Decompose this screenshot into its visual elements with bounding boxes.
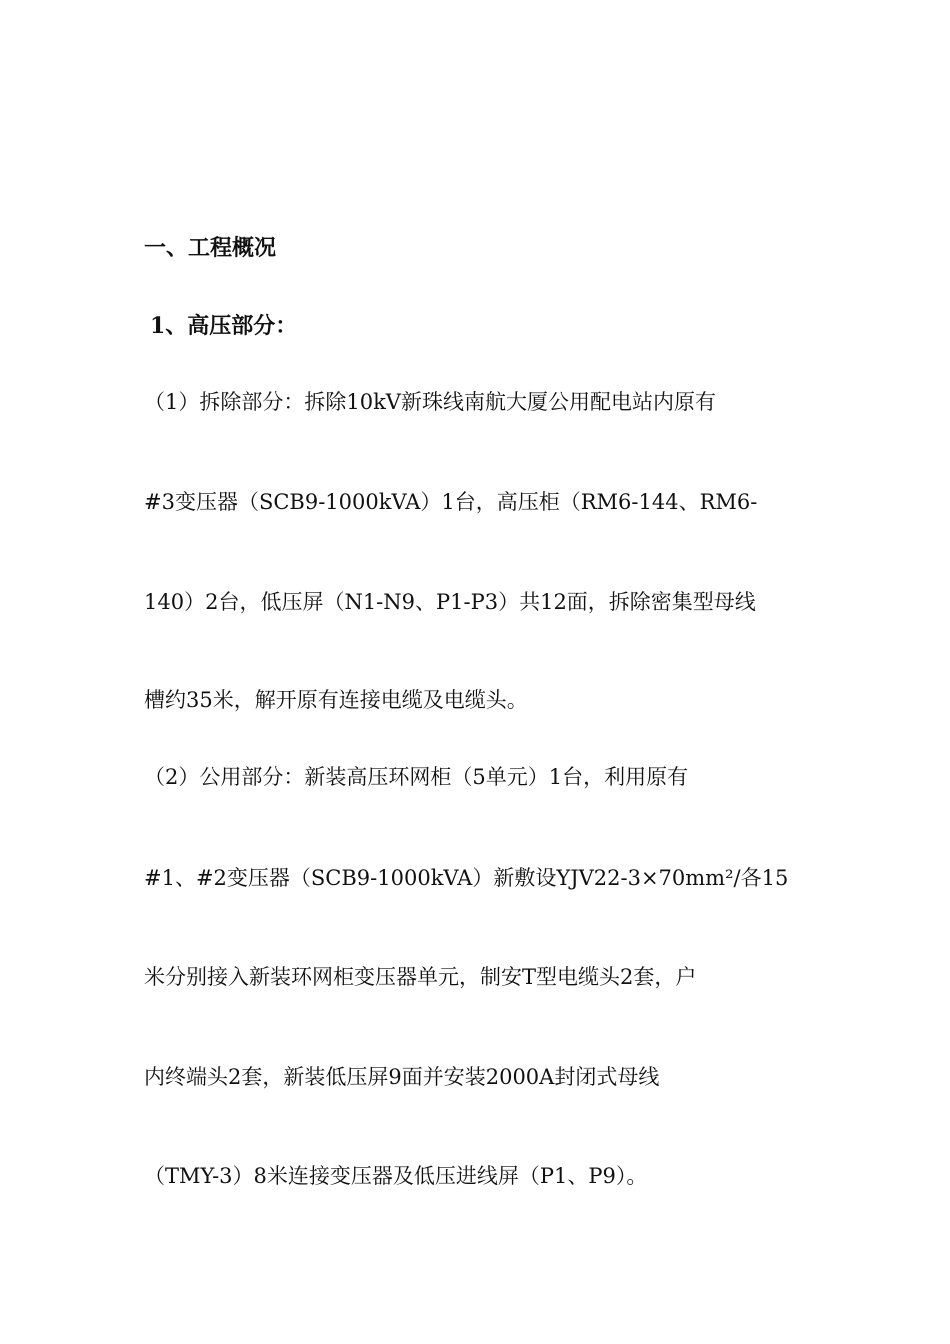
subsection-title: 1、高压部分： (150, 313, 298, 339)
body-line: 米分别接入新装环网柜变压器单元，制安T型电缆头2套，户 (144, 965, 697, 989)
body-line: （2）公用部分：新装高压环网柜（5单元）1台，利用原有 (144, 765, 689, 789)
body-line: #1、#2变压器（SCB9-1000kVA）新敷设YJV22-3×70mm²/各15 (144, 866, 789, 890)
body-line: 槽约35米，解开原有连接电缆及电缆头。 (144, 688, 528, 712)
body-line: 140）2台，低压屏（N1-N9、P1-P3）共12面，拆除密集型母线 (144, 590, 756, 614)
body-line: （TMY-3）8米连接变压器及低压进线屏（P1、P9）。 (144, 1164, 648, 1188)
body-line: #3变压器（SCB9-1000kVA）1台，高压柜（RM6-144、RM6- (144, 490, 758, 514)
section-title: 一、工程概况 (144, 235, 277, 261)
body-line: （1）拆除部分：拆除10kV新珠线南航大厦公用配电站内原有 (144, 390, 716, 414)
body-line: 内终端头2套，新装低压屏9面并安装2000A封闭式母线 (144, 1065, 660, 1089)
